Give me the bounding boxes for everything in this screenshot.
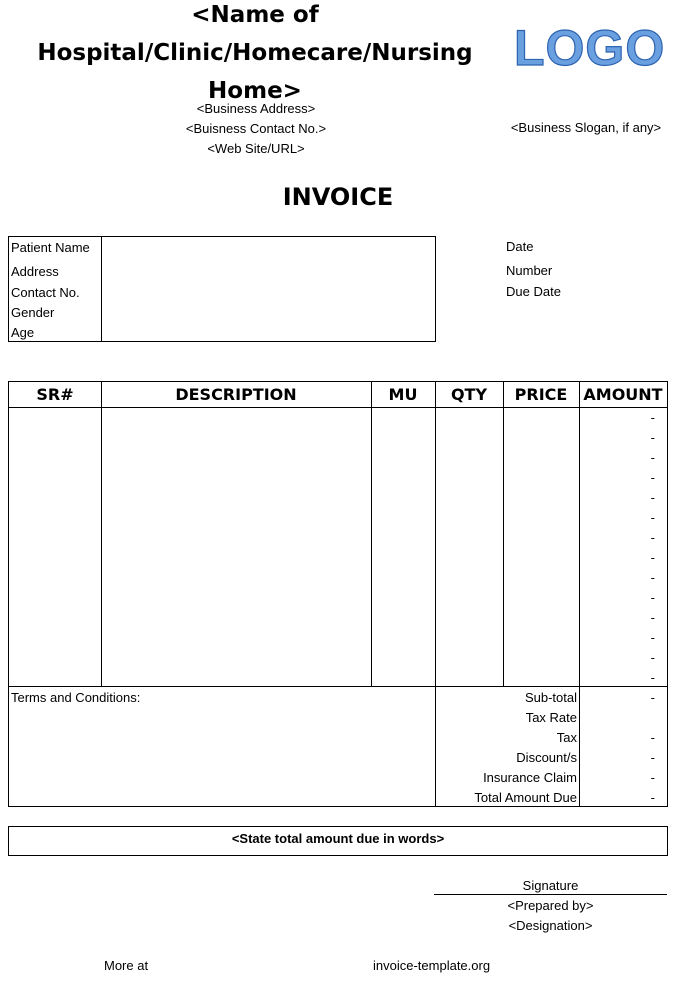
terms-label: Terms and Conditions: xyxy=(11,690,141,705)
row-amount: - xyxy=(650,630,655,645)
total-label: Discount/s xyxy=(516,750,577,765)
address-label: Address xyxy=(11,264,59,279)
hospital-name xyxy=(20,0,490,110)
logo: LOGO xyxy=(514,20,666,76)
business-slogan: <Business Slogan, if any> xyxy=(510,120,662,135)
row-amount: - xyxy=(650,610,655,625)
col-divider xyxy=(503,382,504,687)
total-label: Tax xyxy=(556,730,577,745)
col-divider xyxy=(371,382,372,687)
total-label: Tax Rate xyxy=(525,710,577,725)
amount-in-words-box xyxy=(8,826,668,856)
patient-box-divider xyxy=(101,237,102,341)
row-amount: - xyxy=(650,650,655,665)
more-at-label: More at xyxy=(104,958,149,973)
row-amount: - xyxy=(650,510,655,525)
row-amount: - xyxy=(650,670,655,685)
footer-link[interactable]: invoice-template.org xyxy=(373,958,491,973)
total-value: - xyxy=(650,690,655,705)
amount-in-words: <State total amount due in words> xyxy=(231,831,445,846)
gender-label: Gender xyxy=(11,305,55,320)
row-amount: - xyxy=(650,570,655,585)
due-date-label: Due Date xyxy=(506,284,561,299)
row-amount: - xyxy=(650,530,655,545)
row-amount: - xyxy=(650,450,655,465)
col-header-sr: SR# xyxy=(36,385,74,404)
row-amount: - xyxy=(650,410,655,425)
row-amount: - xyxy=(650,470,655,485)
items-table xyxy=(8,381,668,807)
row-amount: - xyxy=(650,490,655,505)
col-header-description: DESCRIPTION xyxy=(175,385,297,404)
hospital-name-line-2: Hospital/Clinic/Homecare/Nursing xyxy=(37,40,473,66)
total-label: Insurance Claim xyxy=(483,770,577,785)
total-value: - xyxy=(650,730,655,745)
business-contact: <Buisness Contact No.> xyxy=(185,121,327,136)
contact-label: Contact No. xyxy=(11,285,80,300)
total-label: Total Amount Due xyxy=(474,790,577,805)
patient-name-label: Patient Name xyxy=(11,240,90,255)
date-label: Date xyxy=(506,239,534,254)
business-address: <Business Address> xyxy=(196,101,316,116)
hospital-name-line-3: Home> xyxy=(208,78,302,104)
row-amount: - xyxy=(650,430,655,445)
total-label: Sub-total xyxy=(524,690,577,705)
total-value: - xyxy=(650,790,655,805)
col-header-price: PRICE xyxy=(514,385,568,404)
col-header-amount: AMOUNT xyxy=(583,385,663,404)
col-header-mu: MU xyxy=(388,385,418,404)
prepared-by: <Prepared by> xyxy=(507,898,594,913)
hospital-name-line-1: <Name of xyxy=(191,2,319,28)
website: <Web Site/URL> xyxy=(207,141,305,156)
row-amount: - xyxy=(650,590,655,605)
patient-info-box xyxy=(8,236,436,342)
invoice-title: INVOICE xyxy=(282,183,394,211)
total-value: - xyxy=(650,770,655,785)
signature-label: Signature xyxy=(522,878,579,893)
designation: <Designation> xyxy=(508,918,593,933)
col-divider xyxy=(101,382,102,687)
items-bottom-border xyxy=(9,686,667,687)
col-header-qty: QTY xyxy=(450,385,488,404)
number-label: Number xyxy=(506,263,553,278)
row-amount: - xyxy=(650,550,655,565)
total-value: - xyxy=(650,750,655,765)
age-label: Age xyxy=(11,325,35,340)
